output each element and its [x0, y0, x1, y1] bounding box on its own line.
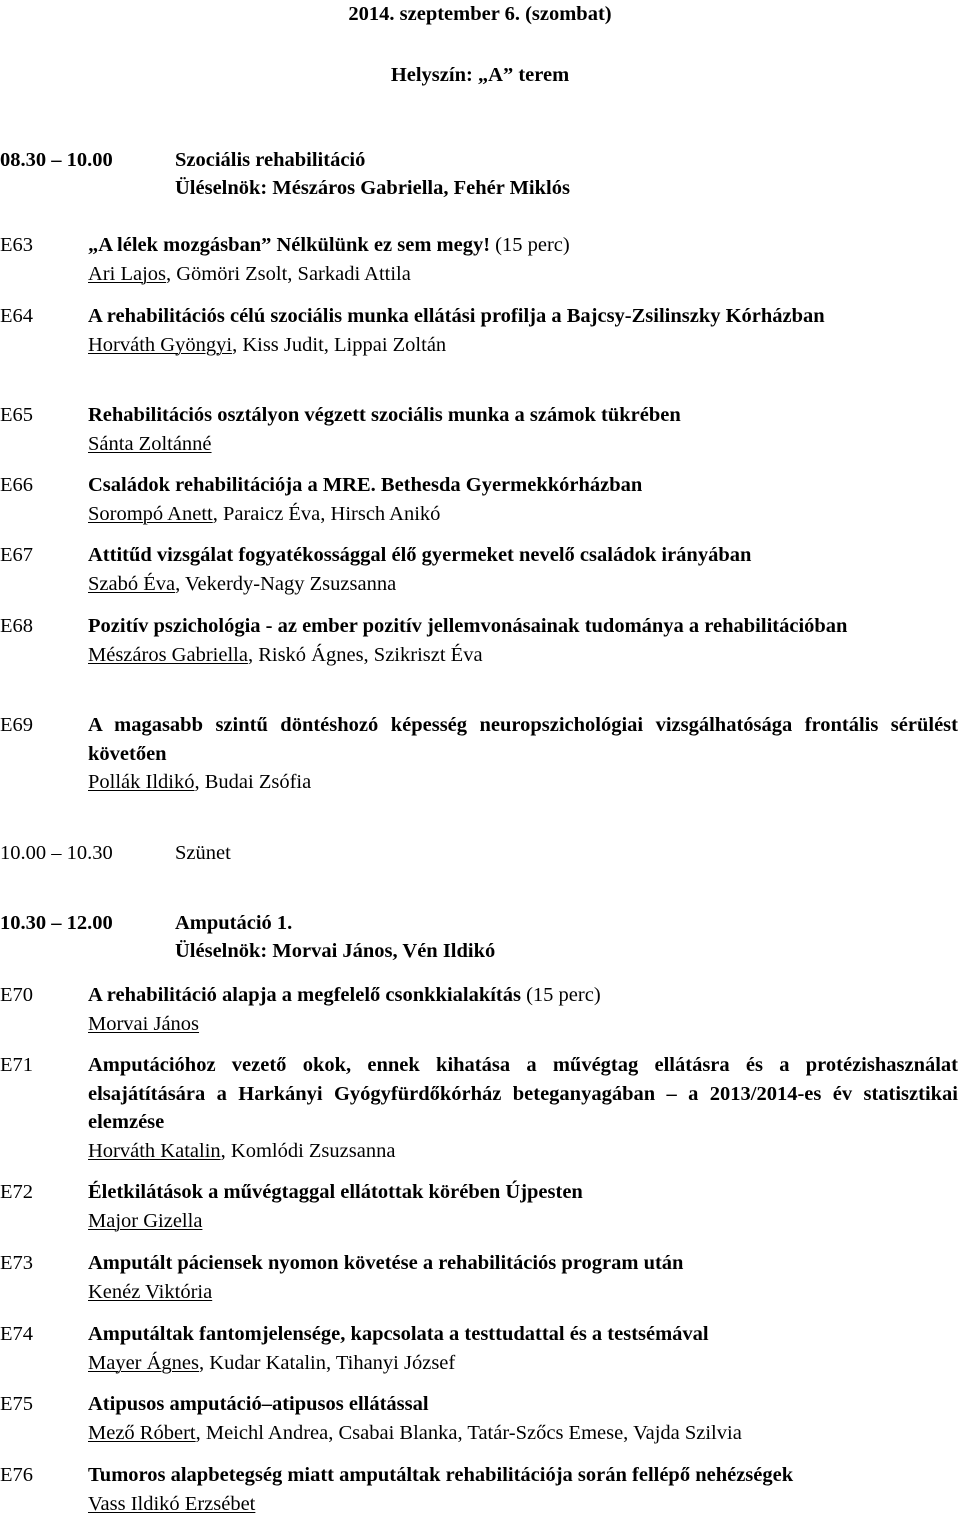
talk-code: E73 [0, 1252, 34, 1274]
talk-item [88, 1320, 958, 1377]
session-time: 10.30 – 12.00 [0, 912, 113, 934]
talk-title: Életkilátások a művégtaggal ellátottak körében Újpesten [88, 1181, 583, 1203]
talk-title: Amputált páciensek nyomon követése a rehabilitációs program után [88, 1252, 684, 1274]
talk-presenter: Sorompó Anett [88, 502, 213, 525]
talk-code: E63 [0, 234, 34, 256]
talk-title: „A lélek mozgásban” Nélkülünk ez sem megy! [88, 234, 491, 256]
talk-presenter: Horváth Gyöngyi [88, 333, 233, 356]
talk-coauthors: , Paraicz Éva, Hirsch Anikó [212, 502, 441, 525]
venue: Helyszín: „A” terem [390, 64, 570, 86]
talk-code: E76 [0, 1464, 34, 1486]
talk-presenter: Mészáros Gabriella [88, 643, 248, 666]
talk-presenter: Ari Lajos [88, 262, 166, 285]
talk-duration: (15 perc) [526, 984, 601, 1006]
talk-title: A rehabilitációs célú szociális munka ellátási profilja a Bajcsy-Zsilinszky Kórházban [88, 305, 825, 327]
talk-code: E67 [0, 544, 34, 566]
talk-code: E64 [0, 305, 34, 327]
talk-presenter: Vass Ildikó Erzsébet [88, 1492, 256, 1515]
talk-item [88, 302, 958, 359]
talk-title: Tumoros alapbetegség miatt amputáltak rehabilitációja során fellépő nehézségek [88, 1464, 794, 1486]
talk-code: E66 [0, 474, 34, 496]
talk-coauthors: , Kiss Judit, Lippai Zoltán [232, 333, 447, 356]
talk-title: Atipusos amputáció–atipusos ellátással [88, 1393, 429, 1415]
talk-code: E72 [0, 1181, 34, 1203]
talk-item [88, 1178, 958, 1235]
talk-code: E68 [0, 615, 34, 637]
session-time: 08.30 – 10.00 [0, 149, 113, 171]
session-title: Szociális rehabilitáció [175, 149, 366, 171]
talk-item [88, 1461, 958, 1518]
talk-presenter: Pollák Ildikó [88, 771, 195, 794]
break-time: 10.00 – 10.30 [0, 842, 113, 864]
talk-item [88, 401, 958, 458]
session-chairs: Üléselnök: Mészáros Gabriella, Fehér Miklós [175, 177, 570, 199]
talk-presenter: Horváth Katalin [88, 1139, 221, 1162]
session-title: Amputáció 1. [175, 912, 293, 934]
talk-coauthors: , Riskó Ágnes, Szikriszt Éva [247, 643, 483, 666]
talk-item [88, 1051, 958, 1165]
date-heading: 2014. szeptember 6. (szombat) [348, 3, 612, 25]
session-chairs: Üléselnök: Morvai János, Vén Ildikó [175, 940, 496, 962]
talk-code: E65 [0, 404, 34, 426]
talk-presenter: Major Gizella [88, 1209, 203, 1232]
talk-presenter: Mayer Ágnes [88, 1351, 200, 1374]
talk-title: Amputáltak fantomjelensége, kapcsolata a testtudattal és a testsémával [88, 1323, 709, 1345]
talk-title: A magasabb szintű döntéshozó képesség neuropszichológiai vizsgálhatósága frontális sérülést követően [88, 714, 958, 765]
talk-item [88, 541, 958, 598]
talk-item [88, 612, 958, 669]
talk-coauthors: , Gömöri Zsolt, Sarkadi Attila [166, 262, 411, 285]
talk-title: Pozitív pszichológia - az ember pozitív jellemvonásainak tudománya a rehabilitációban [88, 615, 848, 637]
talk-title: Attitűd vizsgálat fogyatékossággal élő gyermeket nevelő családok irányában [88, 544, 752, 566]
talk-item [88, 1249, 958, 1306]
talk-presenter: Kenéz Viktória [88, 1280, 213, 1303]
talk-item [88, 981, 958, 1038]
talk-title: Rehabilitációs osztályon végzett szociális munka a számok tükrében [88, 404, 681, 426]
talk-coauthors: , Meichl Andrea, Csabai Blanka, Tatár-Szőcs Emese, Vajda Szilvia [195, 1421, 742, 1444]
talk-presenter: Mező Róbert [88, 1421, 196, 1444]
talk-code: E74 [0, 1323, 34, 1345]
talk-coauthors: , Kudar Katalin, Tihanyi József [199, 1351, 456, 1374]
talk-title: Családok rehabilitációja a MRE. Bethesda Gyermekkórházban [88, 474, 643, 496]
talk-duration: (15 perc) [495, 234, 570, 256]
talk-presenter: Sánta Zoltánné [88, 432, 212, 455]
talk-item [88, 1390, 958, 1447]
talk-item [88, 471, 958, 528]
talk-item [88, 231, 958, 288]
talk-coauthors: , Budai Zsófia [194, 771, 312, 794]
talk-code: E69 [0, 714, 34, 736]
talk-title: Amputációhoz vezető okok, ennek kihatása a művégtag ellátásra és a protézishasználat elsajátítására a Harkányi Gyógyfürdőkórház beteganyagában – a 2013/2014-es év statisztikai elemzése [88, 1054, 958, 1134]
talk-coauthors: , Vekerdy-Nagy Zsuzsanna [175, 572, 397, 595]
talk-presenter: Szabó Éva [88, 572, 176, 595]
talk-presenter: Morvai János [88, 1012, 200, 1035]
talk-item [88, 711, 958, 797]
talk-coauthors: , Komlódi Zsuzsanna [220, 1139, 396, 1162]
talk-code: E70 [0, 984, 34, 1006]
talk-code: E71 [0, 1054, 34, 1076]
talk-code: E75 [0, 1393, 34, 1415]
break-label: Szünet [175, 842, 231, 864]
talk-title: A rehabilitáció alapja a megfelelő csonkkialakítás [88, 984, 521, 1006]
